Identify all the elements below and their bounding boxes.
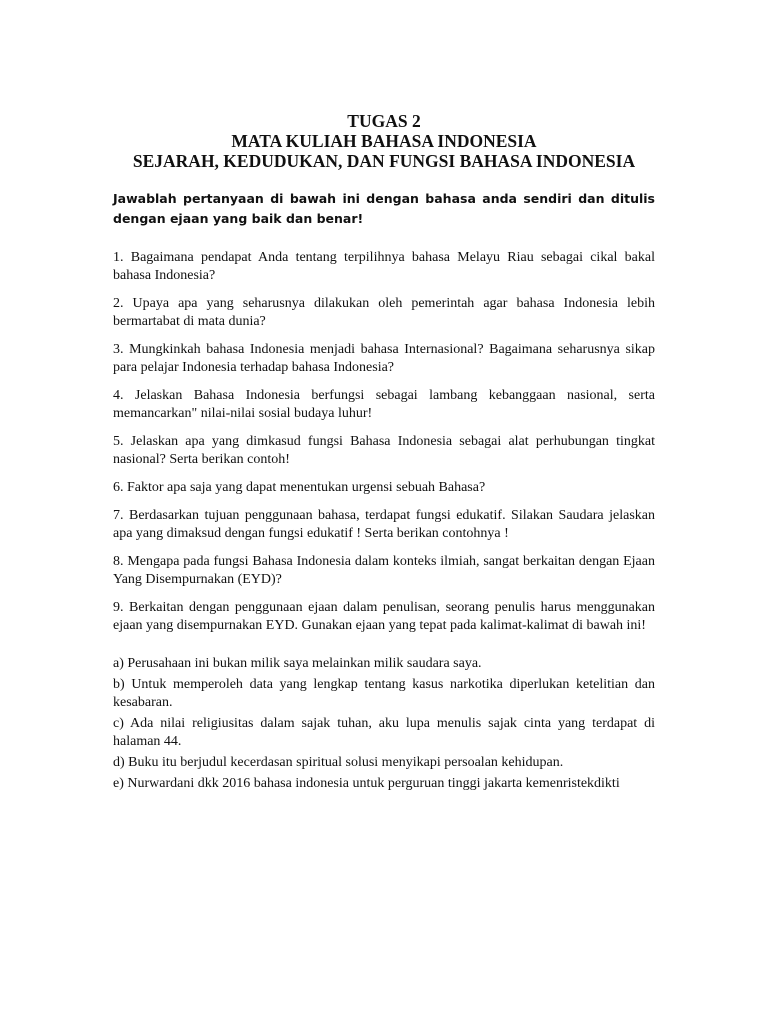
question-1: 1. Bagaimana pendapat Anda tentang terpilihnya bahasa Melayu Riau sebagai cikal bakal bahasa Indonesia? bbox=[113, 250, 655, 283]
sentence-item-c: c) Ada nilai religiusitas dalam sajak tuhan, aku lupa menulis sajak cinta yang terdapat di halaman 44. bbox=[113, 716, 655, 749]
document-page bbox=[113, 111, 655, 796]
sentence-list bbox=[113, 655, 655, 793]
question-7: 7. Berdasarkan tujuan penggunaan bahasa, terdapat fungsi edukatif. Silakan Saudara jelaskan apa yang dimaksud dengan fungsi edukatif ! Serta berikan contohnya ! bbox=[113, 508, 655, 541]
document-title bbox=[113, 111, 655, 171]
sentence-item-b: b) Untuk memperoleh data yang lengkap tentang kasus narkotika diperlukan ketelitian dan kesabaran. bbox=[113, 677, 655, 710]
question-6: 6. Faktor apa saja yang dapat menentukan urgensi sebuah Bahasa? bbox=[113, 480, 486, 495]
question-5: 5. Jelaskan apa yang dimkasud fungsi Bahasa Indonesia sebagai alat perhubungan tingkat nasional? Serta berikan contoh! bbox=[113, 434, 655, 467]
sentence-item-e: e) Nurwardani dkk 2016 bahasa indonesia untuk perguruan tinggi jakarta kemenristekdikti bbox=[113, 776, 620, 791]
title-line-3: SEJARAH, KEDUDUKAN, DAN FUNGSI BAHASA INDONESIA bbox=[132, 151, 636, 171]
question-8: 8. Mengapa pada fungsi Bahasa Indonesia dalam konteks ilmiah, sangat berkaitan dengan Ejaan Yang Disempurnakan (EYD)? bbox=[113, 554, 655, 587]
question-list bbox=[113, 249, 655, 635]
question-3: 3. Mungkinkah bahasa Indonesia menjadi bahasa Internasional? Bagaimana seharusnya sikap para pelajar Indonesia terhadap bahasa Indonesia? bbox=[113, 342, 655, 375]
instruction-text: Jawablah pertanyaan di bawah ini dengan bahasa anda sendiri dan ditulis dengan ejaan yang baik dan benar! bbox=[113, 191, 655, 226]
question-4: 4. Jelaskan Bahasa Indonesia berfungsi sebagai lambang kebanggaan nasional, serta memancarkan" nilai-nilai sosial budaya luhur! bbox=[113, 388, 655, 421]
title-line-1: TUGAS 2 bbox=[347, 111, 421, 131]
sentence-item-a: a) Perusahaan ini bukan milik saya melainkan milik saudara saya. bbox=[113, 656, 482, 671]
title-line-2: MATA KULIAH BAHASA INDONESIA bbox=[231, 131, 537, 151]
sentence-item-d: d) Buku itu berjudul kecerdasan spiritual solusi menyikapi persoalan kehidupan. bbox=[113, 755, 564, 770]
question-9: 9. Berkaitan dengan penggunaan ejaan dalam penulisan, seorang penulis harus menggunakan ejaan yang disempurnakan EYD. Gunakan ejaan yang tepat pada kalimat-kalimat di bawah ini! bbox=[113, 600, 655, 633]
question-2: 2. Upaya apa yang seharusnya dilakukan oleh pemerintah agar bahasa Indonesia lebih bermartabat di mata dunia? bbox=[113, 296, 655, 329]
